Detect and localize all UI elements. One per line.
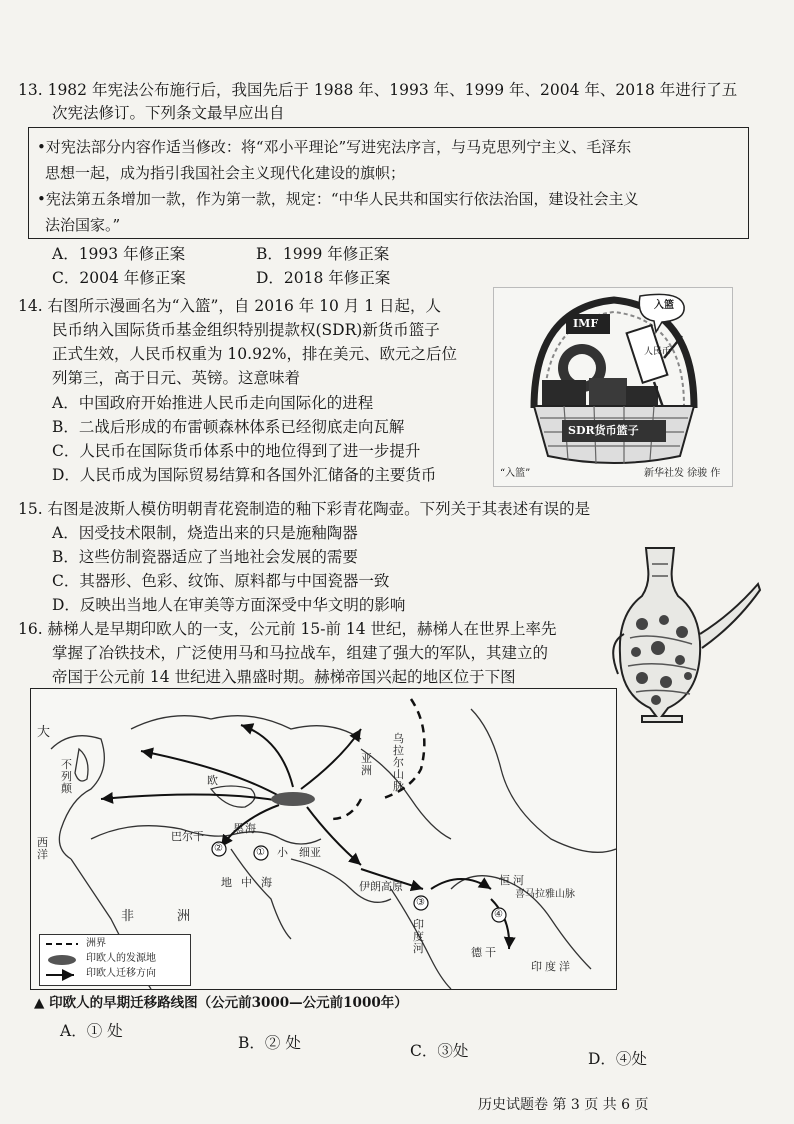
q16-stem-line2: 掌握了冶铁技术，广泛使用马和马拉战车，组建了强大的军队，其建立的 xyxy=(52,644,549,662)
basket-drawing xyxy=(494,288,732,486)
q14-option-c[interactable]: C．人民币在国际货币体系中的地位得到了进一步提升 xyxy=(52,442,421,460)
map-label-atlantic-2: 西 xyxy=(37,836,48,849)
map-label-ganges-1: 恒 xyxy=(499,874,510,887)
q14-stem-line1: 14. 右图所示漫画名为“入篮”，自 2016 年 10 月 1 日起，人 xyxy=(18,297,442,315)
q13-stem-line2: 次宪法修订。下列条文最早应出自 xyxy=(52,104,285,122)
map-label-asia: 细亚 xyxy=(299,846,321,859)
cartoon-caption-left: “入篮” xyxy=(500,468,531,479)
q13-quote-line: 思想一起，成为指引我国社会主义现代化建设的旗帜； xyxy=(45,164,406,182)
q16-option-c[interactable]: C．③处 xyxy=(410,1042,469,1060)
q13-quote-line: •对宪法部分内容作适当修改：将“邓小平理论”写进宪法序言，与马克思列宁主义、毛泽东 xyxy=(37,138,632,156)
q13-quote-line: •宪法第五条增加一款，作为第一款，规定：“中华人民共和国实行依法治国，建设社会主义 xyxy=(37,190,639,208)
q16-option-a[interactable]: A．① 处 xyxy=(60,1022,123,1040)
map-label-indus-1: 印 xyxy=(413,918,424,931)
q15-stem: 15. 右图是波斯人模仿明朝青花瓷制造的釉下彩青花陶壶。下列关于其表述有误的是 xyxy=(18,500,591,518)
map-marker-3: ③ xyxy=(416,897,425,908)
map-label-atlantic-3: 洋 xyxy=(37,848,48,861)
sdr-basket-cartoon xyxy=(493,287,733,487)
q13-option-c[interactable]: C．2004 年修正案 xyxy=(52,269,186,287)
q14-stem-line4: 列第三，高于日元、英镑。这意味着 xyxy=(52,369,301,387)
map-label-med-1: 地 xyxy=(221,876,232,889)
q16-option-d[interactable]: D．④处 xyxy=(588,1050,647,1068)
cartoon-imf-label: IMF xyxy=(573,317,599,330)
map-label-asia-1: 亚 xyxy=(361,752,372,765)
q15-option-b[interactable]: B．这些仿制瓷器适应了当地社会发展的需要 xyxy=(52,548,358,566)
q14-stem-line2: 民币纳入国际货币基金组织特别提款权(SDR)新货币篮子 xyxy=(52,321,440,339)
map-label-britain-1: 不 xyxy=(61,758,72,771)
map-label-med-2: 中 xyxy=(241,876,252,889)
q15-option-c[interactable]: C．其器形、色彩、纹饰、原料都与中国瓷器一致 xyxy=(52,572,390,590)
q15-option-d[interactable]: D．反映出当地人在审美等方面深受中华文明的影响 xyxy=(52,596,406,614)
map-label-ural-2: 拉 xyxy=(393,744,404,757)
map-label-indian-ocean-2: 度 xyxy=(545,960,556,973)
map-legend xyxy=(39,934,191,986)
legend-migration: 印欧人迁移方向 xyxy=(86,968,156,979)
q15-option-a[interactable]: A．因受技术限制，烧造出来的只是施釉陶器 xyxy=(52,524,358,542)
map-label-ganges-2: 河 xyxy=(513,874,524,887)
q14-option-b[interactable]: B．二战后形成的布雷顿森林体系已经彻底走向瓦解 xyxy=(52,418,405,436)
q16-stem-line3: 帝国于公元前 14 世纪进入鼎盛时期。赫梯帝国兴起的地区位于下图 xyxy=(52,668,516,686)
q13-option-a[interactable]: A．1993 年修正案 xyxy=(52,245,186,263)
map-label-indus-3: 河 xyxy=(413,942,424,955)
map-label-britain-3: 颠 xyxy=(61,782,72,795)
q13-option-b[interactable]: B．1999 年修正案 xyxy=(256,245,390,263)
map-marker-2: ② xyxy=(214,843,223,854)
map-label-ural-1: 乌 xyxy=(393,732,404,745)
q16-option-b[interactable]: B．② 处 xyxy=(238,1034,301,1052)
map-label-balkan: 巴尔干 xyxy=(171,830,204,843)
map-marker-4: ④ xyxy=(494,909,503,920)
cartoon-caption-right: 新华社发 徐骏 作 xyxy=(644,468,721,479)
map-label-africa-2: 洲 xyxy=(177,909,191,924)
map-caption: ▲ 印欧人的早期迁移路线图（公元前3000—公元前1000年） xyxy=(34,995,408,1011)
map-label-minor: 小 xyxy=(277,846,288,859)
legend-symbols xyxy=(44,936,84,984)
map-label-europe: 欧 xyxy=(207,774,218,787)
q13-stem-line1: 13. 1982 年宪法公布施行后，我国先后于 1988 年、1993 年、1999 年、2004 年、2018 年进行了五 xyxy=(18,81,738,99)
map-label-ural-5: 脉 xyxy=(393,780,404,793)
q13-option-d[interactable]: D．2018 年修正案 xyxy=(256,269,391,287)
q13-quote-line: 法治国家。” xyxy=(45,216,121,234)
map-label-atlantic-1: 大 xyxy=(37,725,51,740)
cartoon-bubble-text: 入篮 xyxy=(654,300,674,311)
cartoon-basket-label: SDR货币篮子 xyxy=(568,424,639,437)
map-label-ural-4: 山 xyxy=(393,768,404,781)
q14-stem-line3: 正式生效，人民币权重为 10.92%，排在美元、欧元之后位 xyxy=(52,345,458,363)
page-footer: 历史试题卷 第 3 页 共 6 页 xyxy=(478,1097,649,1113)
map-label-ural-3: 尔 xyxy=(393,756,404,769)
q14-option-d[interactable]: D．人民币成为国际贸易结算和各国外汇储备的主要货币 xyxy=(52,466,437,484)
map-label-deccan-1: 德 xyxy=(471,946,482,959)
legend-homeland: 印欧人的发源地 xyxy=(86,953,156,964)
map-marker-1: ① xyxy=(256,847,265,858)
q13-quote-box xyxy=(28,127,749,239)
map-label-indian-ocean-3: 洋 xyxy=(559,960,570,973)
q14-option-a[interactable]: A．中国政府开始推进人民币走向国际化的进程 xyxy=(52,394,374,412)
map-label-med-3: 海 xyxy=(261,876,272,889)
q16-stem-line1: 16. 赫梯人是早期印欧人的一支，公元前 15-前 14 世纪，赫梯人在世界上率先 xyxy=(18,620,557,638)
map-label-indian-ocean-1: 印 xyxy=(531,960,542,973)
map-label-africa-1: 非 xyxy=(121,909,135,924)
cartoon-rmb-label: 人民币 xyxy=(644,347,672,357)
map-label-deccan-2: 干 xyxy=(485,946,496,959)
map-label-himalaya: 喜马拉雅山脉 xyxy=(515,889,575,900)
map-label-sea: 海 xyxy=(245,822,256,835)
map-label-indus-2: 度 xyxy=(413,930,424,943)
map-label-asia-2: 洲 xyxy=(361,764,372,777)
map-label-britain-2: 列 xyxy=(61,770,72,783)
map-label-iran: 伊朗高原 xyxy=(359,880,403,893)
indo-european-migration-map xyxy=(30,688,617,990)
legend-boundary: 洲界 xyxy=(86,938,106,949)
map-label-black: 黑 xyxy=(233,822,244,835)
